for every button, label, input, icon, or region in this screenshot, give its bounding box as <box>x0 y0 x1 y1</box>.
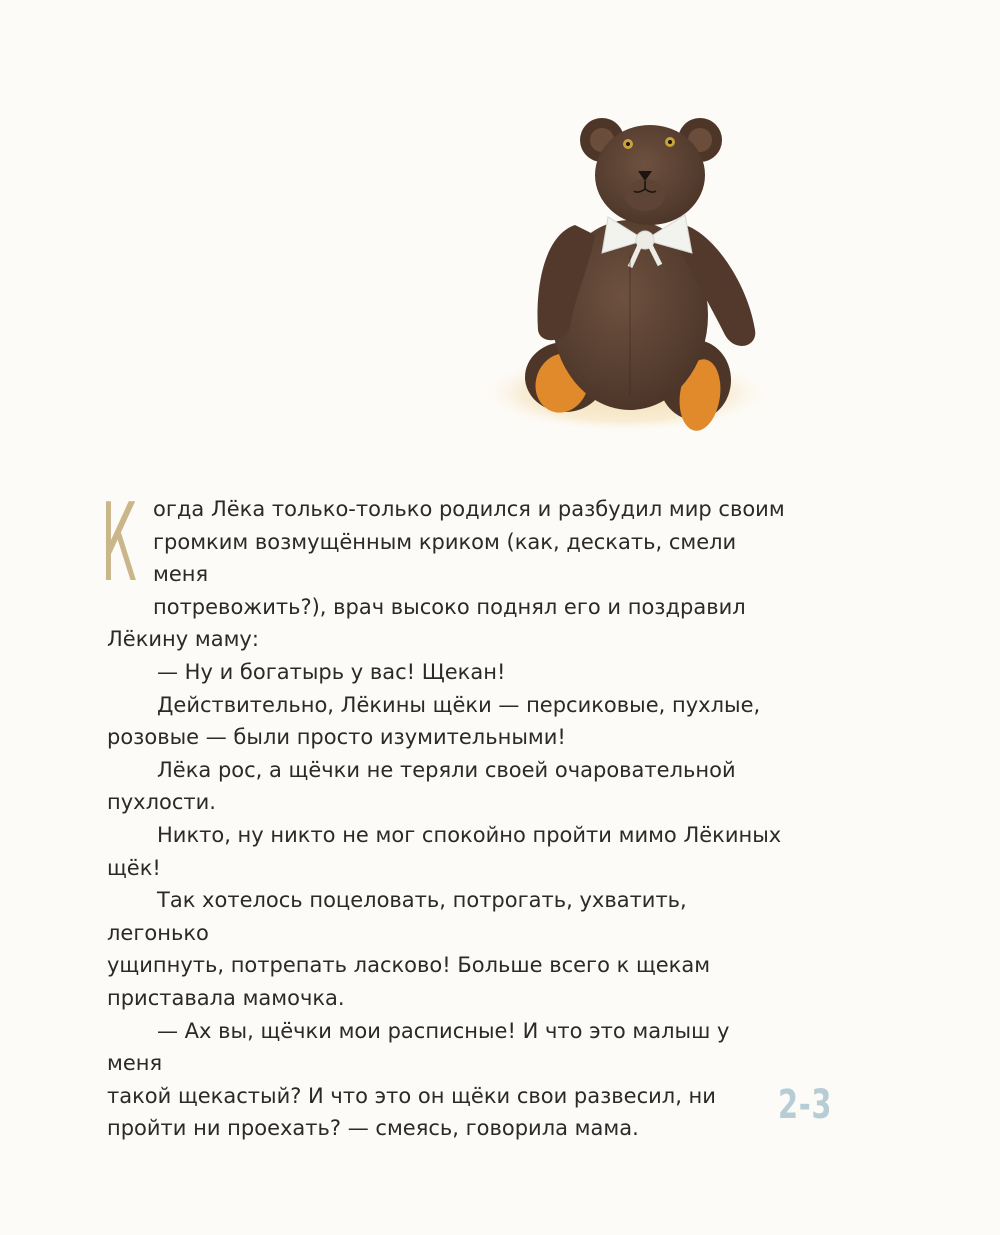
text-line: такой щекастый? И что это он щёки свои развесил, ни <box>107 1083 716 1108</box>
text-line: Так хотелось поцеловать, потрогать, ухватить, легонько <box>107 888 687 945</box>
story-paragraph-7 <box>107 1015 787 1145</box>
story-paragraph-3 <box>107 689 787 754</box>
text-line: Лёка рос, а щёчки не теряли своей очаровательной <box>157 757 736 782</box>
text-line: розовые — были просто изумительными! <box>107 725 566 750</box>
story-paragraph-4 <box>107 754 787 819</box>
story-paragraph-2: — Ну и богатырь у вас! Щекан! <box>157 659 506 684</box>
text-line: пройти ни проехать? — смеясь, говорила мама. <box>107 1116 639 1141</box>
drop-cap-letter: К <box>101 481 137 606</box>
text-line: щёк! <box>107 855 161 880</box>
story-paragraph-1 <box>101 481 787 656</box>
text-line: огда Лёка только-только родился и разбудил мир своим <box>153 497 785 521</box>
text-line: приставала мамочка. <box>107 985 345 1010</box>
text-line: — Ах вы, щёчки мои расписные! И что это малыш у меня <box>107 1018 730 1076</box>
story-paragraph-5 <box>107 819 787 884</box>
story-text <box>101 481 787 1145</box>
text-line: Действительно, Лёкины щёки — персиковые, пухлые, <box>157 692 761 717</box>
text-line: Лёкину маму: <box>107 627 259 652</box>
story-paragraph-6 <box>107 884 787 1014</box>
teddy-bear-illustration <box>480 95 770 445</box>
text-line: Никто, ну никто не мог спокойно пройти мимо Лёкиных <box>157 822 782 847</box>
text-line: ущипнуть, потрепать ласково! Больше всего к щекам <box>107 953 711 978</box>
text-line: потревожить?), врач высоко поднял его и поздравил <box>153 594 746 619</box>
page-number: 2-3 <box>778 1082 833 1128</box>
text-line: громким возмущённым криком (как, дескать, смели меня <box>153 529 737 587</box>
text-line: пухлости. <box>107 790 216 815</box>
